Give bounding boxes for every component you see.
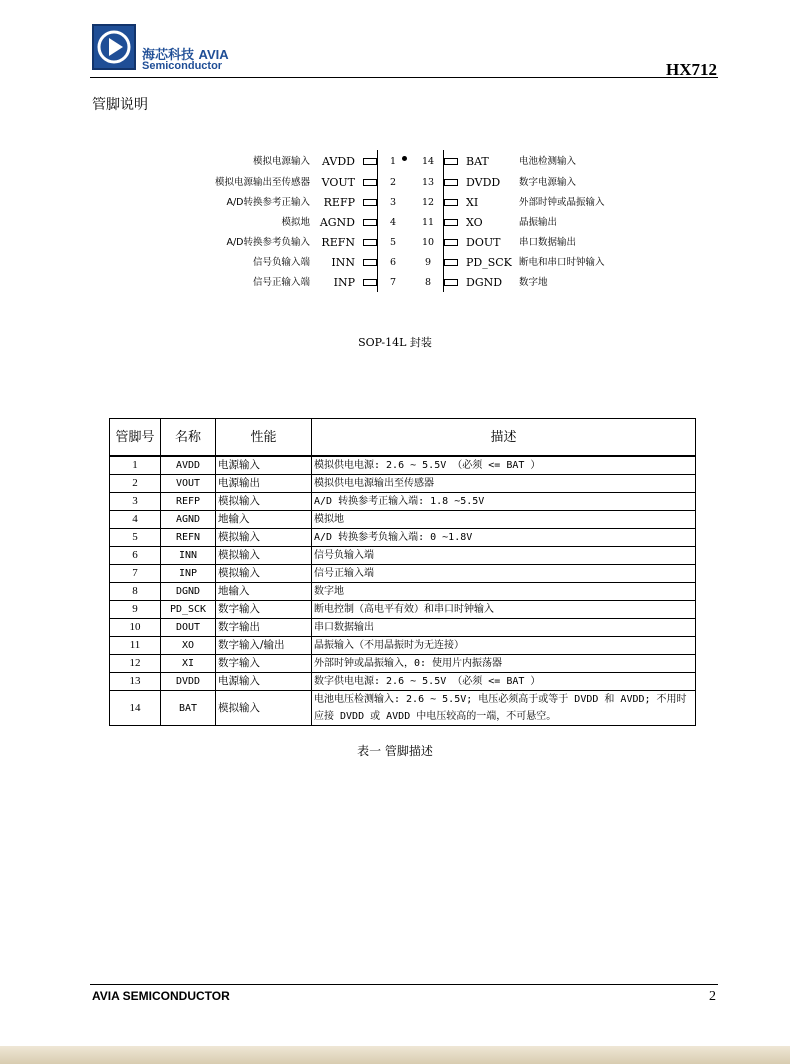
cell-pin-no: 12 — [110, 655, 161, 673]
pin-number: 8 — [424, 277, 432, 288]
cell-pin-type: 模拟输入 — [216, 529, 312, 547]
cell-pin-type: 数字输入 — [216, 655, 312, 673]
package-caption: SOP-14L 封装 — [358, 336, 432, 349]
cell-pin-no: 8 — [110, 583, 161, 601]
table-row — [110, 493, 696, 511]
table-row — [110, 511, 696, 529]
pin-desc: 断电和串口时钟输入 — [519, 257, 605, 268]
pin-lead — [363, 158, 377, 165]
cell-pin-desc: 模拟供电电源输出至传感器 — [312, 475, 696, 493]
pin-desc: 模拟电源输入 — [252, 156, 310, 167]
pin-desc: A/D转换参考正输入 — [226, 197, 310, 208]
pin-lead — [444, 219, 458, 226]
pin-number: 14 — [421, 156, 435, 167]
pin-row — [0, 196, 790, 210]
cell-pin-name: DOUT — [161, 619, 216, 637]
cell-pin-name: INP — [161, 565, 216, 583]
pin-lead — [444, 259, 458, 266]
pin-name: XO — [466, 216, 483, 229]
pin-number: 5 — [389, 237, 397, 248]
column-header: 描述 — [312, 419, 696, 457]
cell-pin-name: XI — [161, 655, 216, 673]
pin-name: VOUT — [321, 176, 355, 189]
cell-pin-no: 7 — [110, 565, 161, 583]
pin-desc: 数字地 — [519, 277, 548, 288]
cell-pin-type: 电源输入 — [216, 456, 312, 475]
cell-pin-desc: 数字供电电源: 2.6 ~ 5.5V （必须 <= BAT ） — [312, 673, 696, 691]
cell-pin-desc: 断电控制（高电平有效）和串口时钟输入 — [312, 601, 696, 619]
footer-divider — [90, 984, 718, 985]
cell-pin-no: 9 — [110, 601, 161, 619]
pin-number: 3 — [389, 197, 397, 208]
header-divider — [90, 77, 718, 78]
page-number: 2 — [709, 989, 716, 1004]
pin-row — [0, 155, 790, 169]
pin-lead — [444, 239, 458, 246]
cell-pin-no: 2 — [110, 475, 161, 493]
pin-desc: 信号正输入端 — [252, 277, 310, 288]
company-name-cn: 海芯科技 AVIA — [142, 47, 229, 63]
pin-name: INP — [333, 276, 355, 289]
cell-pin-no: 3 — [110, 493, 161, 511]
pin-row — [0, 276, 790, 290]
pin-name: REFP — [323, 196, 355, 209]
table-row — [110, 673, 696, 691]
table-row — [110, 565, 696, 583]
table-header-row — [110, 419, 696, 457]
cell-pin-no: 13 — [110, 673, 161, 691]
pin-number: 11 — [421, 217, 435, 228]
cell-pin-type: 地输入 — [216, 583, 312, 601]
cell-pin-type: 数字输入 — [216, 601, 312, 619]
pin-lead — [363, 259, 377, 266]
pin-row — [0, 216, 790, 230]
column-header: 管脚号 — [110, 419, 161, 457]
pin-row — [0, 256, 790, 270]
pin-name: BAT — [466, 155, 489, 168]
cell-pin-name: INN — [161, 547, 216, 565]
cell-pin-desc: 数字地 — [312, 583, 696, 601]
company-name-en: Semiconductor — [142, 60, 223, 72]
pin-desc: 信号负输入端 — [252, 257, 310, 268]
pin-name: DVDD — [466, 176, 501, 189]
cell-pin-desc: 模拟供电电源: 2.6 ~ 5.5V （必须 <= BAT ） — [312, 456, 696, 475]
table-row — [110, 637, 696, 655]
cell-pin-name: AVDD — [161, 456, 216, 475]
pin-name: AGND — [319, 216, 355, 229]
cell-pin-no: 5 — [110, 529, 161, 547]
cell-pin-name: BAT — [161, 691, 216, 726]
pin-lead — [363, 279, 377, 286]
cell-pin-no: 11 — [110, 637, 161, 655]
pin-lead — [444, 179, 458, 186]
pin-number: 6 — [389, 257, 397, 268]
pin-name: DGND — [466, 276, 503, 289]
cell-pin-type: 模拟输入 — [216, 493, 312, 511]
pin-description-table — [109, 418, 696, 726]
column-header: 名称 — [161, 419, 216, 457]
table-row — [110, 475, 696, 493]
pin-name: XI — [466, 196, 479, 209]
pin-name: PD_SCK — [466, 256, 512, 269]
pin-number: 12 — [421, 197, 435, 208]
cell-pin-no: 14 — [110, 691, 161, 726]
cell-pin-type: 数字输入/输出 — [216, 637, 312, 655]
cell-pin-no: 6 — [110, 547, 161, 565]
pin-lead — [363, 199, 377, 206]
pin-number: 1 — [389, 156, 397, 167]
cell-pin-desc: 模拟地 — [312, 511, 696, 529]
cell-pin-no: 4 — [110, 511, 161, 529]
pin-row — [0, 176, 790, 190]
cell-pin-no: 10 — [110, 619, 161, 637]
cell-pin-no: 1 — [110, 456, 161, 475]
play-triangle-icon — [94, 26, 134, 68]
cell-pin-name: DGND — [161, 583, 216, 601]
cell-pin-type: 模拟输入 — [216, 547, 312, 565]
pin-desc: 数字电源输入 — [519, 177, 577, 188]
pin-desc: 模拟地 — [281, 217, 310, 228]
pin-name: AVDD — [322, 155, 355, 168]
pin-desc: A/D转换参考负输入 — [226, 237, 310, 248]
cell-pin-desc: A/D 转换参考负输入端: 0 ~1.8V — [312, 529, 696, 547]
pin-desc: 模拟电源输出至传感器 — [214, 177, 310, 188]
cell-pin-type: 地输入 — [216, 511, 312, 529]
table-row — [110, 529, 696, 547]
cell-pin-name: VOUT — [161, 475, 216, 493]
table-row — [110, 456, 696, 475]
pin-row — [0, 236, 790, 250]
pin-lead — [444, 158, 458, 165]
cell-pin-name: XO — [161, 637, 216, 655]
cell-pin-name: REFN — [161, 529, 216, 547]
table-row — [110, 601, 696, 619]
cell-pin-desc: 晶振输入（不用晶振时为无连接） — [312, 637, 696, 655]
pin-desc: 晶振输出 — [519, 217, 558, 228]
footer-company: AVIA SEMICONDUCTOR — [92, 989, 230, 1003]
pin-desc: 电池检测输入 — [519, 156, 577, 167]
table-row — [110, 583, 696, 601]
cell-pin-desc: 外部时钟或晶振输入，0: 使用片内振荡器 — [312, 655, 696, 673]
pin-name: DOUT — [466, 236, 501, 249]
table-row — [110, 547, 696, 565]
cell-pin-desc: A/D 转换参考正输入端: 1.8 ~5.5V — [312, 493, 696, 511]
pin-lead — [363, 219, 377, 226]
pin-number: 4 — [389, 217, 397, 228]
table-row — [110, 619, 696, 637]
cell-pin-name: REFP — [161, 493, 216, 511]
page-edge-strip — [0, 1046, 790, 1064]
cell-pin-name: PD_SCK — [161, 601, 216, 619]
cell-pin-type: 模拟输入 — [216, 565, 312, 583]
cell-pin-type: 数字输出 — [216, 619, 312, 637]
table-row — [110, 691, 696, 726]
table-caption: 表一 管脚描述 — [357, 744, 433, 758]
pin-number: 10 — [421, 237, 435, 248]
pin-lead — [444, 199, 458, 206]
cell-pin-name: AGND — [161, 511, 216, 529]
cell-pin-type: 电源输入 — [216, 673, 312, 691]
pin-name: INN — [331, 256, 355, 269]
pin-lead — [363, 179, 377, 186]
cell-pin-desc: 电池电压检测输入: 2.6 ~ 5.5V; 电压必须高于或等于 DVDD 和 AVDD; 不用时应接 DVDD 或 AVDD 中电压较高的一端，不可悬空。 — [312, 691, 696, 726]
pin-name: REFN — [321, 236, 355, 249]
cell-pin-type: 模拟输入 — [216, 691, 312, 726]
cell-pin-type: 电源输出 — [216, 475, 312, 493]
part-number: HX712 — [666, 60, 717, 79]
cell-pin-desc: 信号正输入端 — [312, 565, 696, 583]
table-row — [110, 655, 696, 673]
cell-pin-desc: 串口数据输出 — [312, 619, 696, 637]
pin-lead — [444, 279, 458, 286]
section-title: 管脚说明 — [92, 97, 148, 113]
column-header: 性能 — [216, 419, 312, 457]
pin-lead — [363, 239, 377, 246]
cell-pin-desc: 信号负输入端 — [312, 547, 696, 565]
company-logo — [92, 24, 136, 70]
pin-number: 13 — [421, 177, 435, 188]
pin-number: 7 — [389, 277, 397, 288]
pin-number: 9 — [424, 257, 432, 268]
pin-desc: 串口数据输出 — [519, 237, 577, 248]
pin-number: 2 — [389, 177, 397, 188]
pin-desc: 外部时钟或晶振输入 — [519, 197, 605, 208]
cell-pin-name: DVDD — [161, 673, 216, 691]
